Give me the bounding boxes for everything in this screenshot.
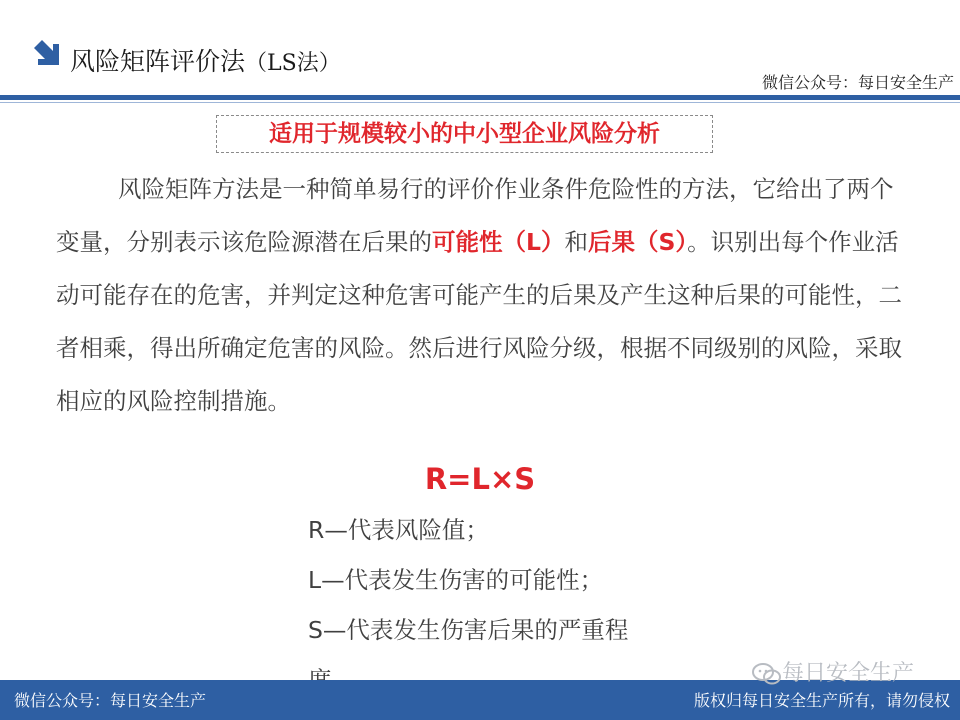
header-account: 微信公众号：每日安全生产 — [761, 73, 954, 92]
page-title-paren: （LS法） — [245, 51, 341, 76]
definition-r: R—代表风险值； — [308, 516, 489, 544]
body-text-part1: 风险矩阵方法是一种简单易行的评价作业条件危险性的方法，它给出了两个变量，分别表示该危险源潜在后果的 — [56, 175, 894, 256]
severity-highlight: 后果（S） — [587, 228, 688, 256]
body-text-part2: 。识别出每个作业活动可能存在的危害，并判定这种危害可能产生的后果及产生这种后果的可能性，二者相乘，得出所确定危害的风险。然后进行风险分级，根据不同级别的风险，采取相应的风险控制措施。 — [56, 228, 902, 415]
body-paragraph — [56, 163, 916, 428]
body-text-mid: 和 — [564, 228, 588, 256]
header-divider — [0, 95, 960, 100]
definition-l: L—代表发生伤害的可能性； — [308, 566, 604, 594]
page-title-main: 风险矩阵评价法 — [70, 47, 246, 76]
footer-copyright: 版权归每日安全生产所有，请勿侵权 — [693, 691, 950, 710]
arrow-down-right-icon — [34, 40, 60, 66]
likelihood-highlight: 可能性（L） — [432, 228, 565, 256]
header-divider-thin — [0, 102, 960, 103]
wechat-icon — [752, 662, 782, 686]
definition-s: S—代表发生伤害后果的严重程 — [308, 616, 629, 644]
footer-bar — [0, 680, 960, 720]
watermark — [752, 656, 914, 684]
page-title — [70, 42, 341, 78]
definition-list — [308, 505, 628, 705]
footer-account: 微信公众号：每日安全生产 — [14, 691, 207, 710]
subtitle-box: 适用于规模较小的中小型企业风险分析 — [216, 115, 713, 153]
watermark-text: 每日安全生产 — [782, 661, 915, 686]
formula: R=L×S — [424, 462, 536, 496]
